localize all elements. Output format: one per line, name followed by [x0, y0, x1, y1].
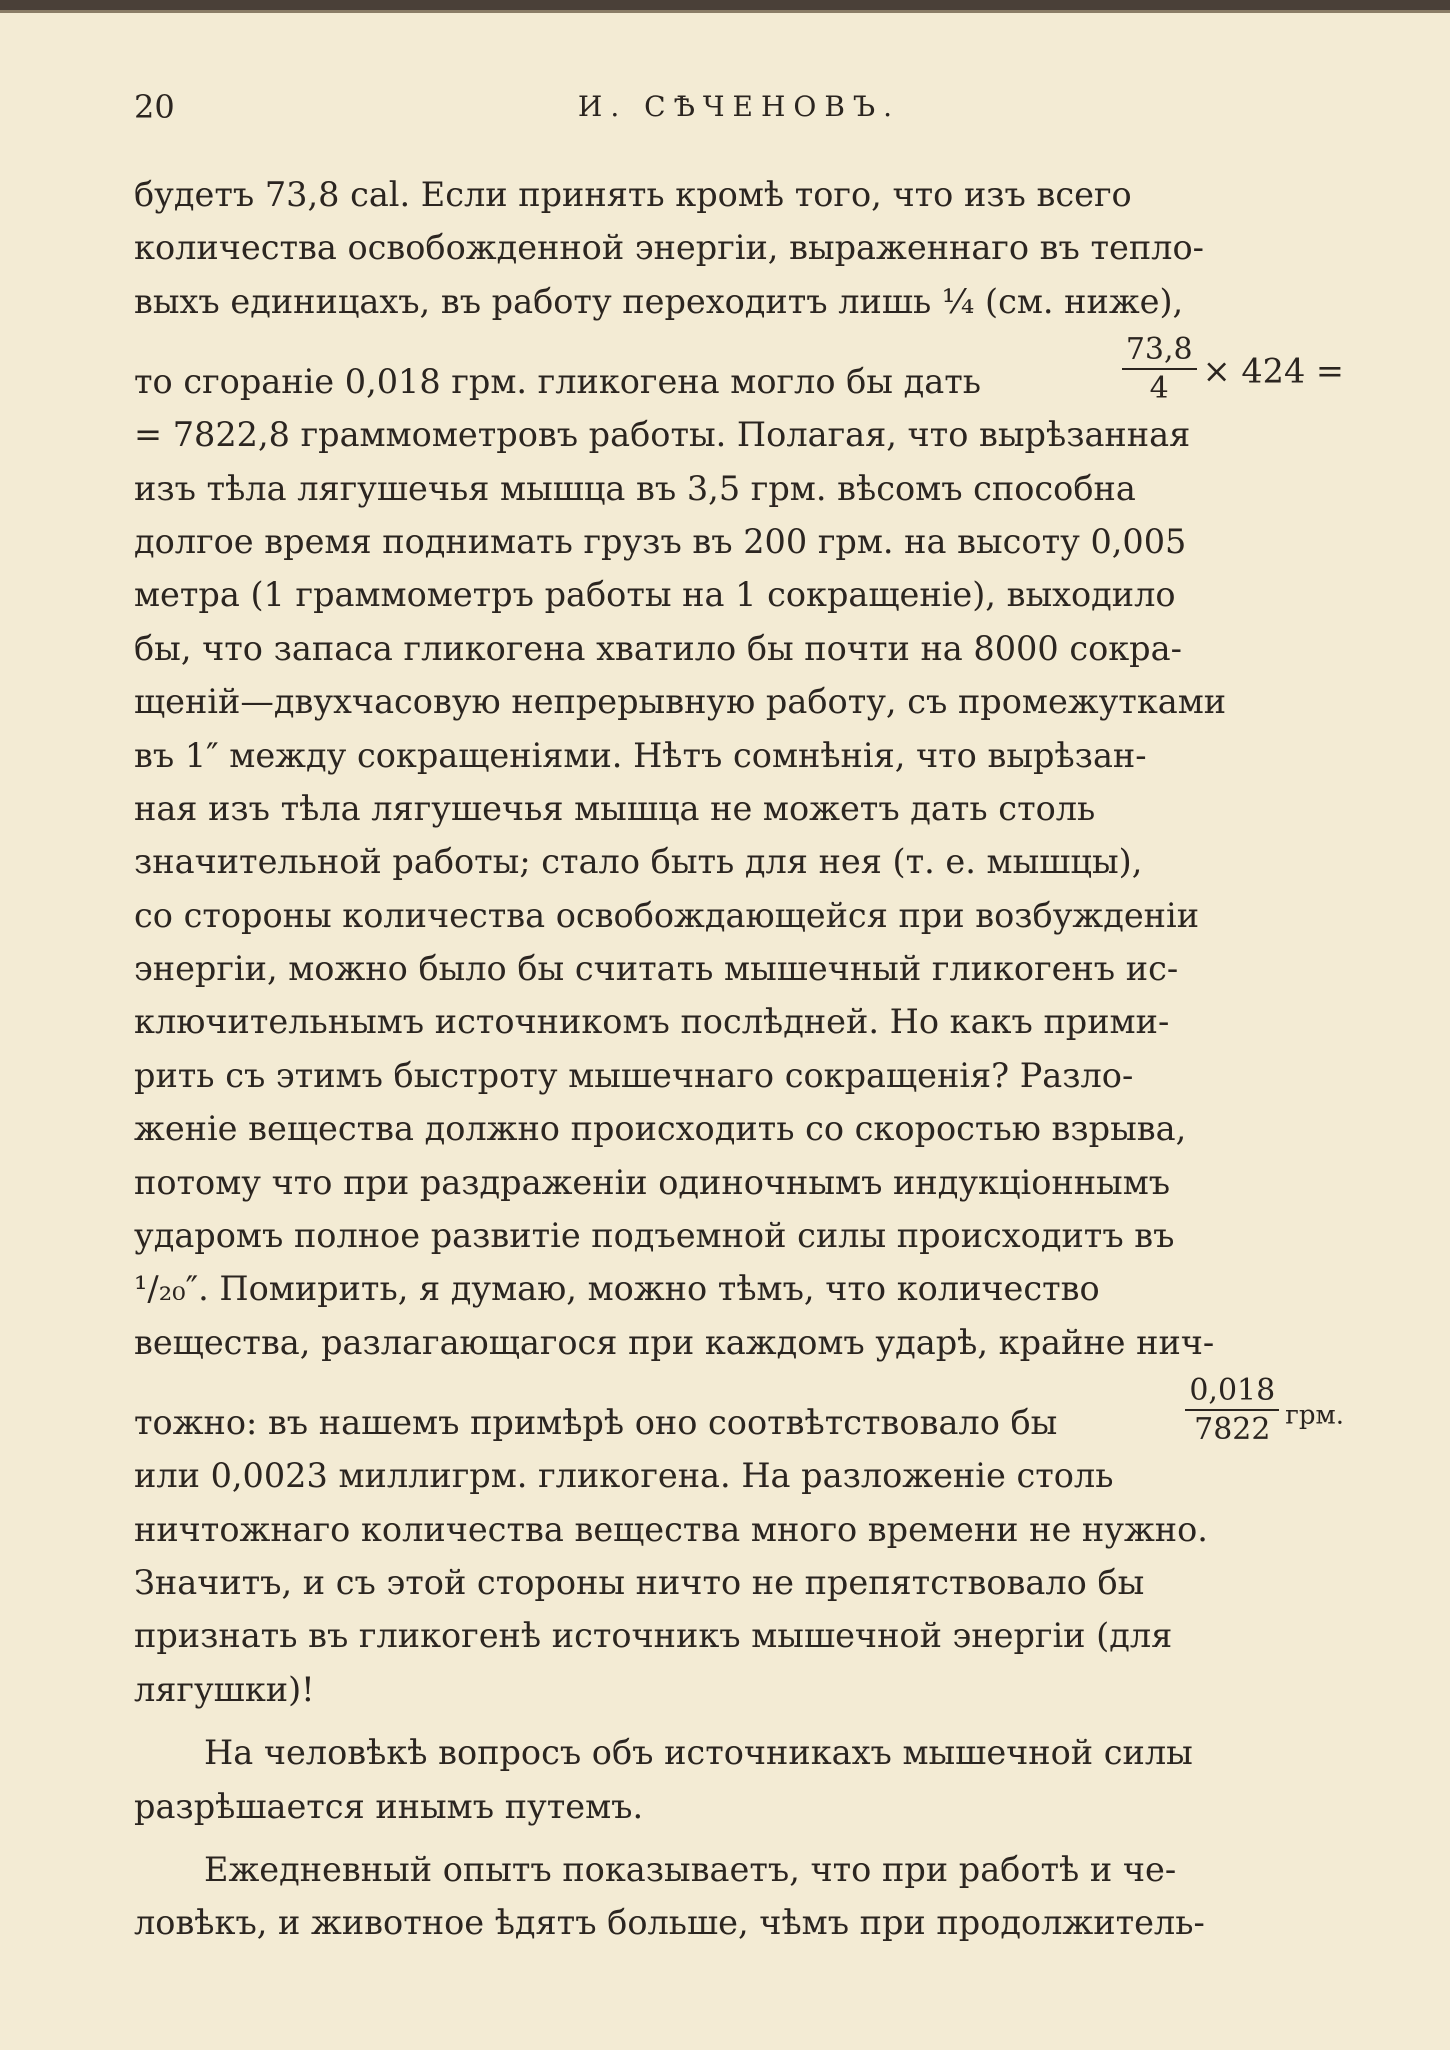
page-header [134, 88, 1344, 138]
text-line: щеній—двухчасовую непрерывную работу, съ промежутками [134, 682, 1227, 722]
running-title: И. СѢЧЕНОВЪ. [577, 90, 901, 123]
formula-line [134, 1369, 1344, 1449]
formula-text-after: × 424 = [1202, 351, 1344, 391]
text-line: значительной работы; стало быть для нея (т. е. мышцы), [134, 842, 1143, 882]
top-border [0, 0, 1450, 10]
text-line: изъ тѣла лягушечья мышца въ 3,5 грм. вѣсомъ способна [134, 468, 1136, 508]
body-text [134, 168, 1344, 1950]
text-line: выхъ единицахъ, въ работу переходитъ лишь ¼ (см. ниже), [134, 281, 1184, 321]
page-number: 20 [134, 88, 175, 126]
text-line: метра (1 граммометръ работы на 1 сокращеніе), выходило [134, 575, 1176, 615]
fraction [1185, 1373, 1279, 1448]
formula-line [134, 328, 1344, 408]
text-line: вещества, разлагающагося при каждомъ ударѣ, крайне нич- [134, 1322, 1215, 1362]
fraction-denominator: 4 [1149, 371, 1169, 407]
fraction-denominator: 7822 [1194, 1412, 1271, 1448]
formula [1116, 332, 1344, 408]
text-line: женіе вещества должно происходить со скоростью взрыва, [134, 1109, 1187, 1149]
paragraph-first-line: Ежедневный опытъ показываетъ, что при работѣ и че- [204, 1849, 1177, 1889]
text-line: энергіи, можно было бы считать мышечный гликогенъ ис- [134, 949, 1179, 989]
text-line: разрѣшается инымъ путемъ. [134, 1786, 644, 1826]
text-line: ключительнымъ источникомъ послѣдней. Но какъ прими- [134, 1002, 1170, 1042]
formula-text-before: то сгораніе 0,018 грм. гликогена могло бы дать [134, 361, 981, 401]
text-line: бы, что запаса гликогена хватило бы почти на 8000 сокра- [134, 628, 1182, 668]
top-border-shadow [0, 10, 1450, 13]
text-line: лягушки)! [134, 1669, 315, 1709]
formula-text-before: тожно: въ нашемъ примѣрѣ оно соотвѣтствовало бы [134, 1402, 1058, 1442]
text-line: потому что при раздраженіи одиночнымъ индукціоннымъ [134, 1162, 1171, 1202]
text-line: будетъ 73,8 cal. Если принять кромѣ того, что изъ всего [134, 175, 1132, 214]
fraction-numerator: 0,018 [1185, 1376, 1279, 1411]
fraction-numerator: 73,8 [1122, 335, 1197, 370]
text-line: въ 1″ между сокращеніями. Нѣтъ сомнѣнія, что вырѣзан- [134, 735, 1147, 775]
text-line: ная изъ тѣла лягушечья мышца не можетъ дать столь [134, 788, 1096, 828]
text-line: ничтожнаго количества вещества много времени не нужно. [134, 1509, 1208, 1549]
formula-unit: грм. [1285, 1400, 1344, 1431]
paragraph-first-line: На человѣкѣ вопросъ объ источникахъ мышечной силы [204, 1733, 1193, 1773]
formula [1179, 1373, 1344, 1449]
text-line: или 0,0023 миллигрм. гликогена. На разложеніе столь [134, 1456, 1114, 1496]
text-line: со стороны количества освобождающейся при возбужденіи [134, 895, 1200, 935]
text-line: долгое время поднимать грузъ въ 200 грм. на высоту 0,005 [134, 521, 1187, 561]
text-line: ударомъ полное развитіе подъемной силы происходитъ въ [134, 1216, 1175, 1256]
text-line: количества освобожденной энергіи, выраженнаго въ тепло- [134, 228, 1204, 268]
text-line: Значитъ, и съ этой стороны ничто не препятствовало бы [134, 1562, 1145, 1602]
text-line: ловѣкъ, и животное ѣдятъ больше, чѣмъ при продолжитель- [134, 1903, 1205, 1943]
text-line: рить съ этимъ быстроту мышечнаго сокращенія? Разло- [134, 1055, 1134, 1095]
text-line: = 7822,8 граммометровъ работы. Полагая, что вырѣзанная [134, 415, 1191, 455]
text-line: признать въ гликогенѣ источникъ мышечной энергіи (для [134, 1616, 1173, 1656]
text-line: ¹/₂₀″. Помирить, я думаю, можно тѣмъ, что количество [134, 1269, 1100, 1309]
fraction [1122, 332, 1197, 407]
